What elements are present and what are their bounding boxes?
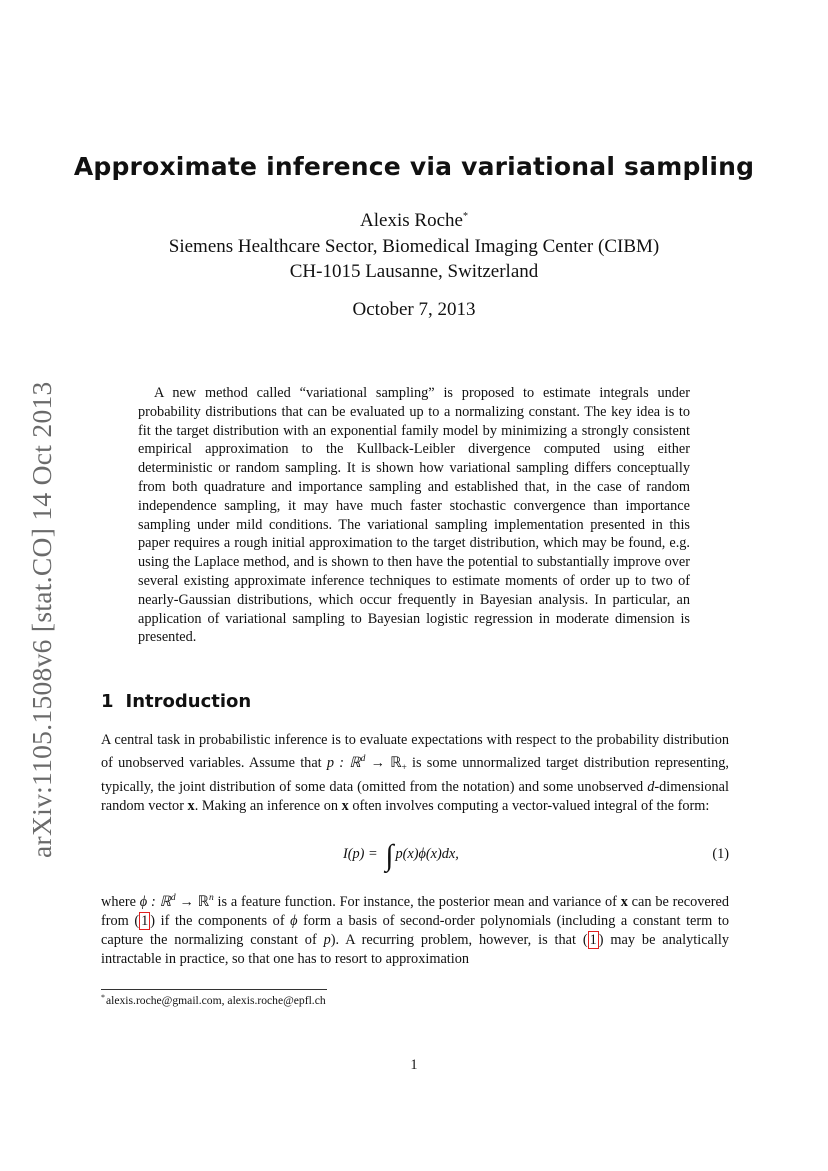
equation-ref-link[interactable] <box>588 931 599 949</box>
paper-date: October 7, 2013 <box>352 299 476 320</box>
math-superscript: n <box>208 893 214 903</box>
section-number: 1 <box>101 691 114 712</box>
equation-ref-link[interactable] <box>139 912 150 930</box>
page-number: 1 <box>410 1057 418 1073</box>
text-run: form a basis of second-order polynomials (including a constant term to capture the normalizing constant of <box>101 913 729 949</box>
math-superscript: d <box>360 754 366 765</box>
intro-paragraph-2 <box>101 889 729 969</box>
footnote-mark: * <box>101 993 105 1002</box>
text-run: is some unnormalized target distribution representing, typically, the joint distribution of some data (omitted from the notation) and some unobserved <box>101 755 729 796</box>
equation-ref-label: 1 <box>589 932 597 949</box>
footnote-emails[interactable]: alexis.roche@gmail.com, alexis.roche@epfl.ch <box>106 994 326 1007</box>
affiliation-line-2: CH-1015 Lausanne, Switzerland <box>289 261 539 282</box>
math-arrow: → ℝ <box>175 894 209 910</box>
paper-title: Approximate inference via variational sampling <box>73 152 755 181</box>
intro-paragraph-1 <box>101 731 729 816</box>
footnote-divider <box>101 989 327 990</box>
text-run: -dimensional random vector <box>101 779 729 815</box>
math-map: ϕ : ℝ <box>139 894 171 910</box>
equation-integrand: p(x)ϕ(x)dx, <box>395 846 459 862</box>
math-var: ϕ <box>290 913 298 930</box>
math-vector: x <box>341 798 349 815</box>
section-heading-introduction <box>101 691 251 712</box>
text-run: . Making an inference on <box>194 798 342 815</box>
author-line <box>0 210 828 232</box>
equation-number: (1) <box>712 846 729 862</box>
math-vector: x <box>187 798 195 815</box>
section-title: Introduction <box>125 691 252 712</box>
math-vector: x <box>620 894 628 910</box>
math-var: d <box>647 779 655 796</box>
abstract <box>138 384 690 647</box>
equation-lhs: I(p) = <box>343 846 382 862</box>
text-run: often involves computing a vector-valued integral of the form: <box>348 798 710 815</box>
equation-body <box>343 839 459 872</box>
author-footnote-mark[interactable]: * <box>462 211 468 222</box>
abstract-text: A new method called “variational sampling” is proposed to estimate integrals under probability distributions that can be evaluated up to a normalizing constant. The key idea is to fit the target distribution with an exponential family model by minimizing a strongly consistent empirical approximation to the Kullback-Leibler divergence computed using either deterministic or random sampling. It is shown how variational sampling differs conceptually from both quadrature and importance sampling and established that, in the case of random independence sampling, it may have much faster stochastic convergence than importance sampling under mild conditions. The variational sampling implementation presented in this paper requires a rough initial approximation to the target distribution, which may be found, e.g. using the Laplace method, and is shown to then have the potential to substantially improve over several existing approximate inference techniques to estimate moments of order up to two of nearly-Gaussian distributions, which occur frequently in Bayesian analysis. In particular, an application of variational sampling to Bayesian logistic regression in moderate dimension is presented. <box>138 385 690 646</box>
text-run: where <box>101 894 140 910</box>
math-arrow: → ℝ <box>365 755 402 772</box>
text-run: ). A recurring problem, however, is that ( <box>330 932 588 949</box>
text-run: ) if the components of <box>150 913 291 930</box>
math-superscript: d <box>170 893 176 903</box>
equation-1 <box>101 838 729 874</box>
author-name: Alexis Roche <box>360 210 463 231</box>
arxiv-stamp: arXiv:1105.1508v6 [stat.CO] 14 Oct 2013 <box>26 381 57 858</box>
text-run: is a feature function. For instance, the posterior mean and variance of <box>213 894 621 910</box>
equation-ref-label: 1 <box>141 913 149 930</box>
text-run: ) may be analytically intractable in practice, so that one has to resort to approximation <box>101 932 729 968</box>
footnote <box>101 993 326 1007</box>
affiliation-line-1: Siemens Healthcare Sector, Biomedical Imaging Center (CIBM) <box>168 236 660 257</box>
math-subscript: + <box>401 763 407 774</box>
integral-sign: ∫ <box>385 839 394 872</box>
math-map: p : ℝ <box>326 755 361 772</box>
math-var: p <box>323 932 331 949</box>
text-run: can be recovered from ( <box>101 894 730 930</box>
text-run: A central task in probabilistic inference is to evaluate expectations with respect to the probability distribution of unobserved variables. Assume that <box>101 732 729 772</box>
